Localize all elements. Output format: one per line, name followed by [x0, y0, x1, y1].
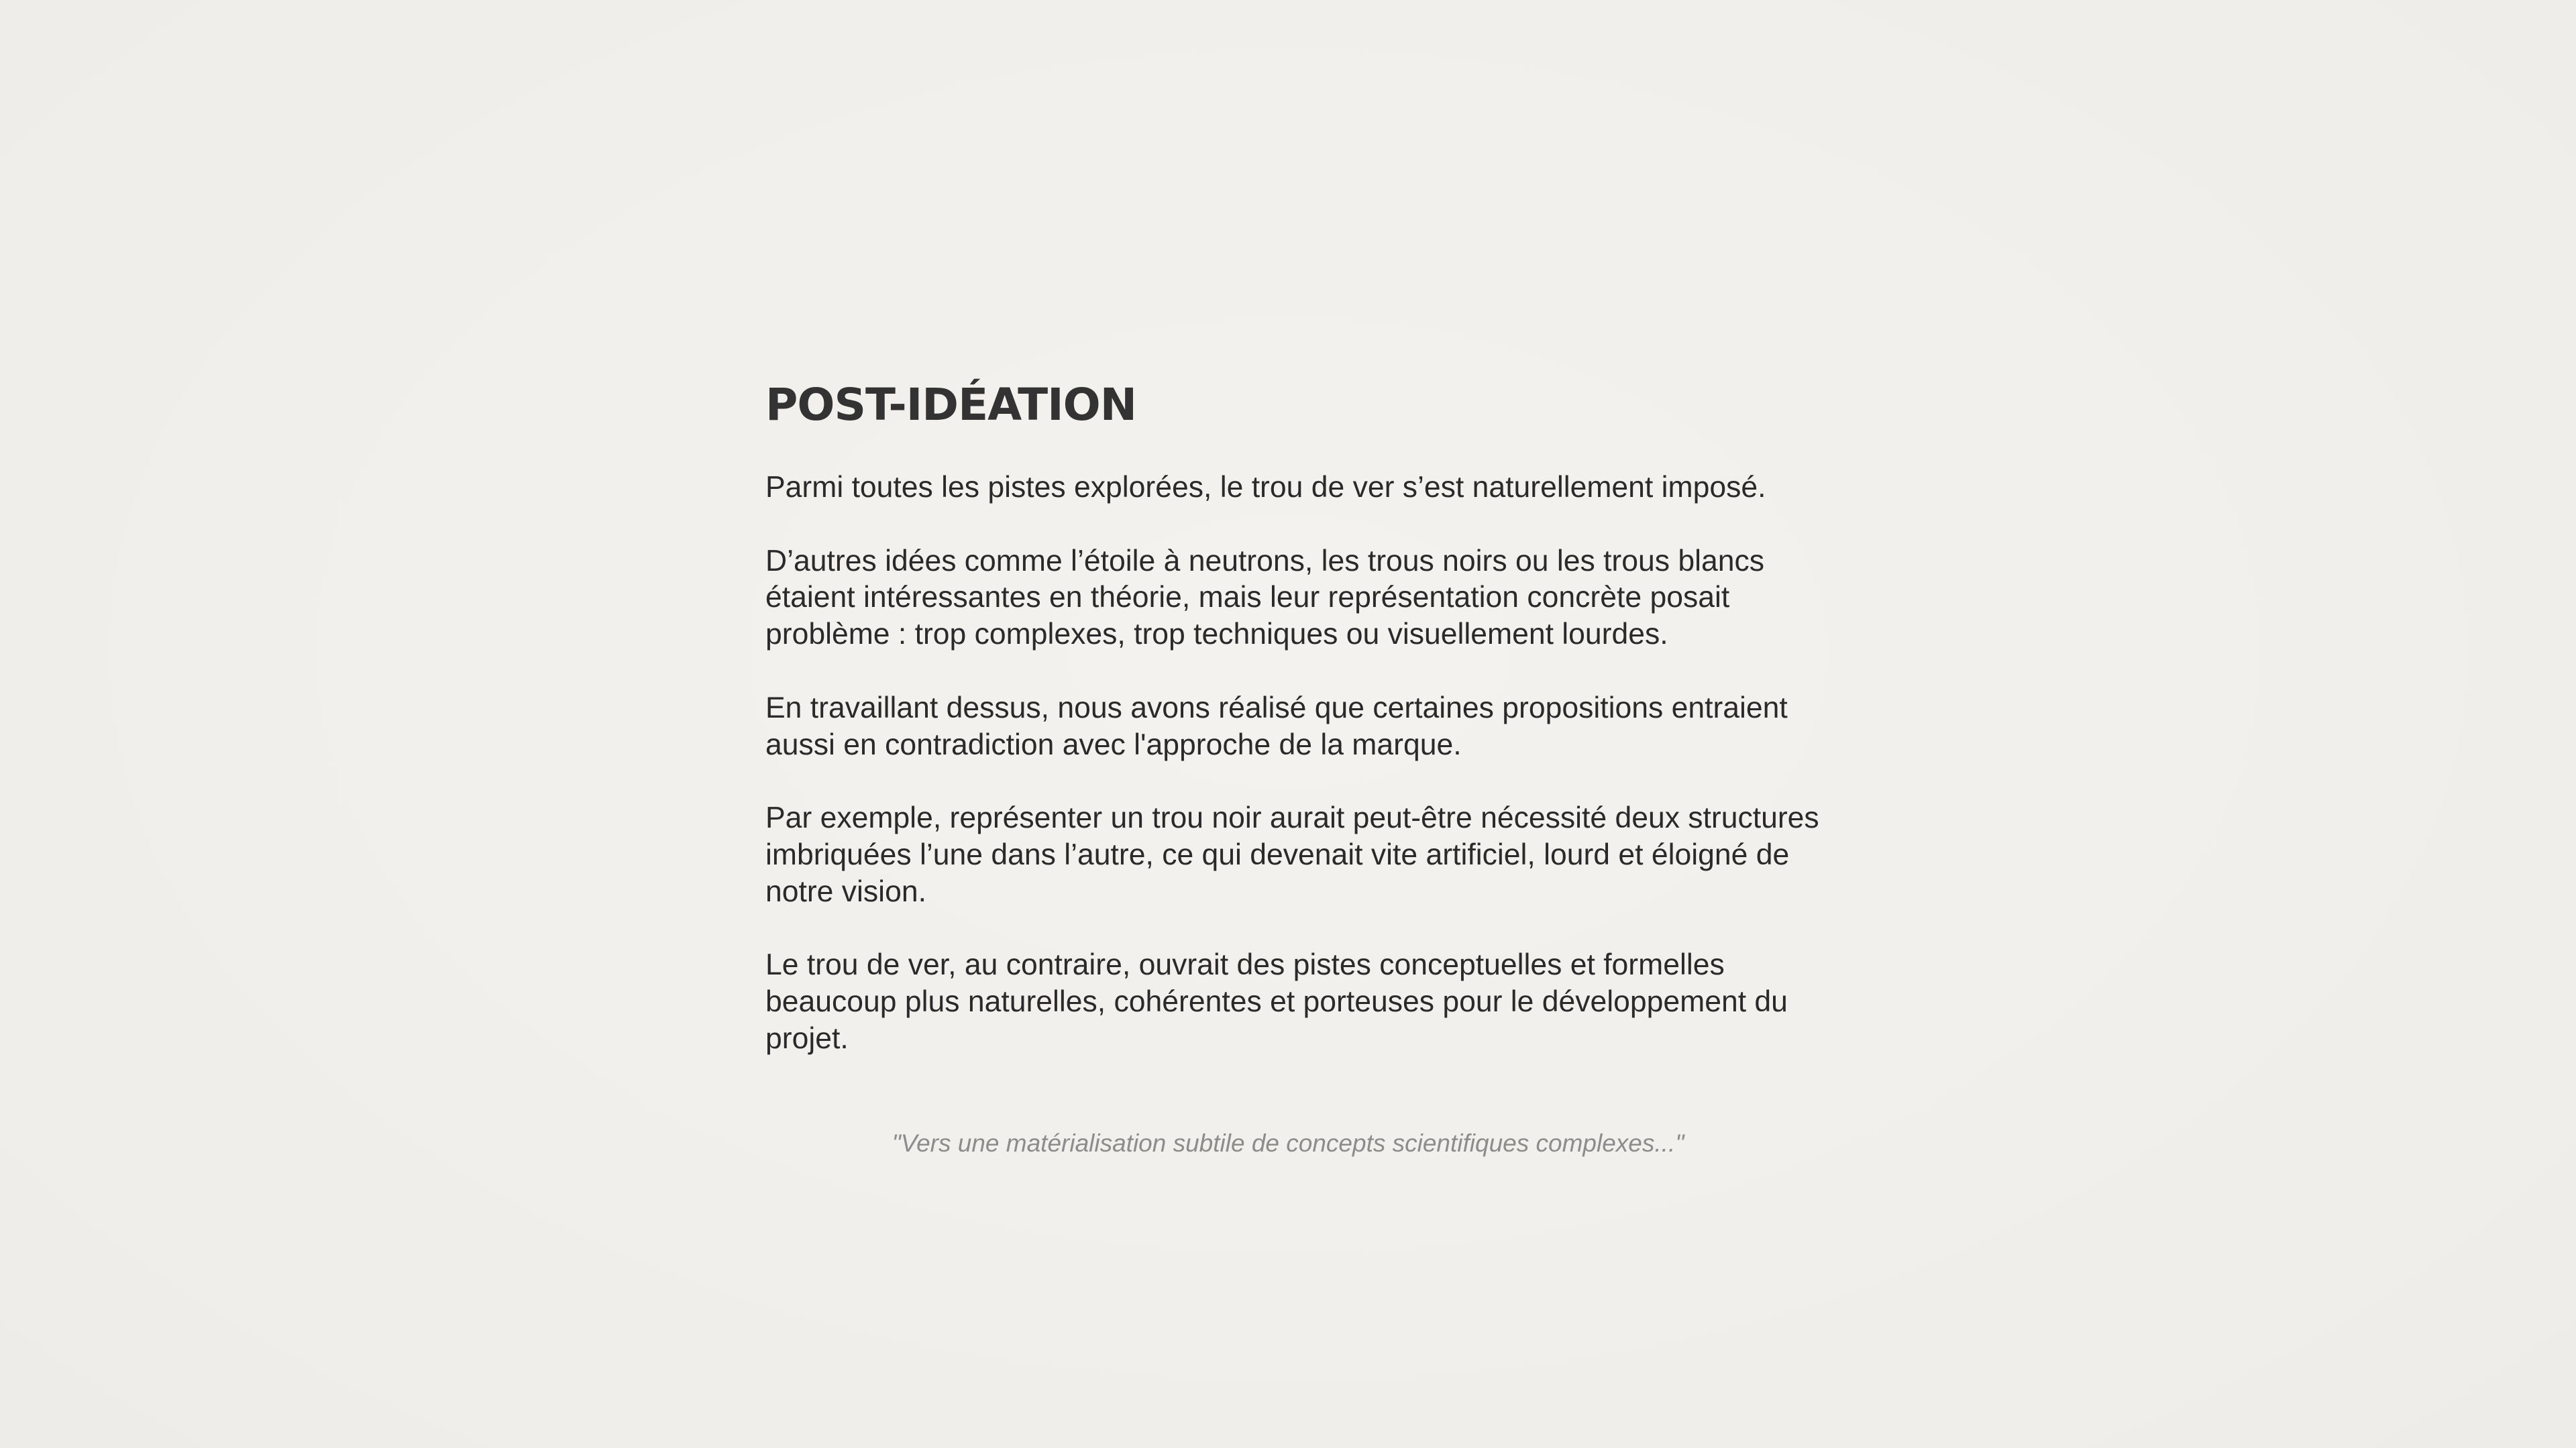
closing-quote: "Vers une matérialisation subtile de concepts scientifiques complexes..." — [892, 1129, 1684, 1157]
body-paragraphs — [765, 469, 1839, 1057]
paragraph-intro: Parmi toutes les pistes explorées, le trou de ver s’est naturellement imposé. — [765, 471, 1766, 504]
text-block — [765, 372, 1839, 1057]
paragraph-conclusion: Le trou de ver, au contraire, ouvrait des pistes conceptuelles et formelles beaucoup plus naturelles, cohérentes et porteuses pour le développement du projet. — [765, 948, 1788, 1055]
paragraph-example: Par exemple, représenter un trou noir aurait peut-être nécessité deux structures imbriquées l’une dans l’autre, ce qui devenait vite artificiel, lourd et éloigné de notre vision. — [765, 801, 1819, 908]
page-title: POST-IDÉATION — [765, 379, 1137, 431]
paragraph-other-ideas: D’autres idées comme l’étoile à neutrons, les trous noirs ou les trous blancs étaient intéressantes en théorie, mais leur représentation concrète posait problème : trop complexes, trop techniques ou visuellement lourdes. — [765, 544, 1764, 651]
paragraph-brand-approach: En travaillant dessus, nous avons réalisé que certaines propositions entraient aussi en contradiction avec l'approche de la marque. — [765, 691, 1788, 761]
